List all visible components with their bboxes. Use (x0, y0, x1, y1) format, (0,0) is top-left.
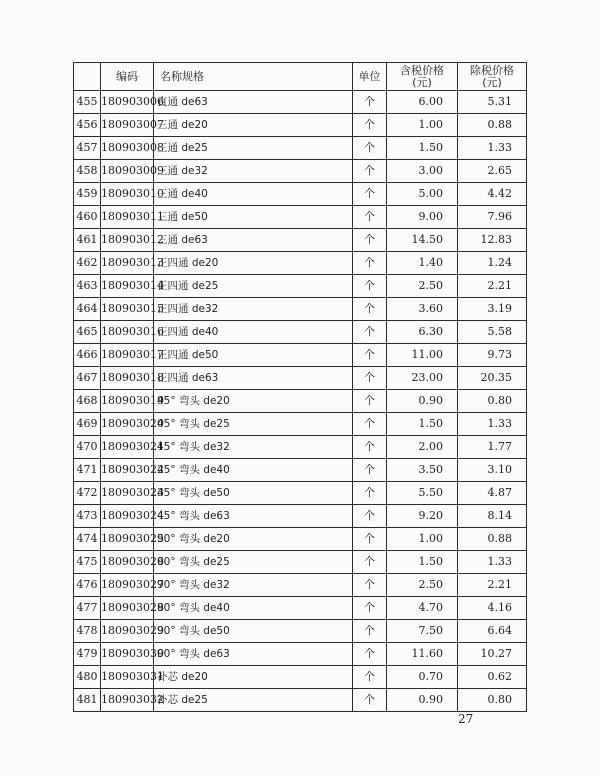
header-tax-included-line1: 含税价格 (400, 63, 444, 77)
cell-price-tax-excluded: 4.42 (458, 183, 527, 206)
cell-index: 477 (74, 597, 101, 620)
cell-index: 468 (74, 390, 101, 413)
cell-code: 180903023 (101, 482, 154, 505)
table-row (74, 620, 527, 643)
cell-unit: 个 (353, 436, 387, 459)
cell-index: 481 (74, 689, 101, 712)
cell-price-tax-included: 1.00 (387, 114, 458, 137)
cell-price-tax-included: 2.50 (387, 275, 458, 298)
cell-unit: 个 (353, 206, 387, 229)
table-row (74, 413, 527, 436)
cell-index: 464 (74, 298, 101, 321)
cell-code: 180903014 (101, 275, 154, 298)
cell-code: 180903012 (101, 229, 154, 252)
table-row (74, 183, 527, 206)
header-index (74, 63, 101, 91)
cell-price-tax-included: 0.70 (387, 666, 458, 689)
table-row (74, 275, 527, 298)
cell-code: 180903026 (101, 551, 154, 574)
table-row (74, 229, 527, 252)
cell-price-tax-excluded: 0.62 (458, 666, 527, 689)
cell-unit: 个 (353, 482, 387, 505)
cell-price-tax-included: 5.00 (387, 183, 458, 206)
cell-name: 90° 弯头 de63 (154, 643, 353, 666)
table-row (74, 206, 527, 229)
cell-index: 476 (74, 574, 101, 597)
cell-unit: 个 (353, 321, 387, 344)
cell-price-tax-excluded: 0.80 (458, 689, 527, 712)
cell-unit: 个 (353, 137, 387, 160)
cell-price-tax-excluded: 0.88 (458, 114, 527, 137)
cell-index: 457 (74, 137, 101, 160)
cell-price-tax-included: 1.50 (387, 551, 458, 574)
cell-index: 471 (74, 459, 101, 482)
table-body (74, 91, 527, 712)
header-tax-excluded (458, 63, 527, 91)
cell-name: 三通 de40 (154, 183, 353, 206)
cell-unit: 个 (353, 229, 387, 252)
cell-name: 正四通 de32 (154, 298, 353, 321)
cell-unit: 个 (353, 91, 387, 114)
cell-code: 180903017 (101, 344, 154, 367)
cell-code: 180903008 (101, 137, 154, 160)
cell-index: 465 (74, 321, 101, 344)
cell-price-tax-included: 3.60 (387, 298, 458, 321)
table-row (74, 137, 527, 160)
table-row (74, 505, 527, 528)
cell-price-tax-excluded: 0.80 (458, 390, 527, 413)
cell-name: 45° 弯头 de32 (154, 436, 353, 459)
cell-code: 180903024 (101, 505, 154, 528)
cell-price-tax-excluded: 7.96 (458, 206, 527, 229)
cell-price-tax-excluded: 3.19 (458, 298, 527, 321)
table-row (74, 344, 527, 367)
cell-unit: 个 (353, 528, 387, 551)
cell-unit: 个 (353, 666, 387, 689)
cell-unit: 个 (353, 114, 387, 137)
cell-code: 180903013 (101, 252, 154, 275)
cell-name: 直通 de63 (154, 91, 353, 114)
table-row (74, 551, 527, 574)
cell-code: 180903028 (101, 597, 154, 620)
cell-index: 479 (74, 643, 101, 666)
cell-name: 45° 弯头 de40 (154, 459, 353, 482)
cell-unit: 个 (353, 643, 387, 666)
cell-index: 456 (74, 114, 101, 137)
cell-unit: 个 (353, 344, 387, 367)
table-row (74, 528, 527, 551)
cell-name: 正四通 de40 (154, 321, 353, 344)
cell-name: 90° 弯头 de40 (154, 597, 353, 620)
cell-name: 45° 弯头 de63 (154, 505, 353, 528)
header-name: 名称规格 (154, 63, 353, 91)
cell-price-tax-excluded: 6.64 (458, 620, 527, 643)
cell-unit: 个 (353, 551, 387, 574)
cell-code: 180903018 (101, 367, 154, 390)
cell-code: 180903027 (101, 574, 154, 597)
cell-price-tax-included: 5.50 (387, 482, 458, 505)
cell-price-tax-included: 3.50 (387, 459, 458, 482)
header-unit: 单位 (353, 63, 387, 91)
cell-price-tax-excluded: 10.27 (458, 643, 527, 666)
cell-index: 478 (74, 620, 101, 643)
cell-code: 180903029 (101, 620, 154, 643)
cell-price-tax-included: 3.00 (387, 160, 458, 183)
table-row (74, 114, 527, 137)
cell-code: 180903007 (101, 114, 154, 137)
cell-name: 90° 弯头 de50 (154, 620, 353, 643)
cell-name: 45° 弯头 de20 (154, 390, 353, 413)
cell-price-tax-excluded: 5.31 (458, 91, 527, 114)
cell-price-tax-included: 6.30 (387, 321, 458, 344)
cell-index: 470 (74, 436, 101, 459)
cell-name: 90° 弯头 de32 (154, 574, 353, 597)
cell-name: 三通 de50 (154, 206, 353, 229)
cell-index: 472 (74, 482, 101, 505)
cell-price-tax-included: 7.50 (387, 620, 458, 643)
header-code: 编码 (101, 63, 154, 91)
cell-index: 463 (74, 275, 101, 298)
cell-index: 458 (74, 160, 101, 183)
cell-code: 180903009 (101, 160, 154, 183)
header-tax-included (387, 63, 458, 91)
table-row (74, 482, 527, 505)
cell-code: 180903019 (101, 390, 154, 413)
cell-price-tax-excluded: 1.24 (458, 252, 527, 275)
cell-unit: 个 (353, 275, 387, 298)
cell-name: 90° 弯头 de20 (154, 528, 353, 551)
cell-unit: 个 (353, 390, 387, 413)
cell-price-tax-excluded: 1.33 (458, 413, 527, 436)
cell-unit: 个 (353, 298, 387, 321)
cell-unit: 个 (353, 367, 387, 390)
cell-index: 473 (74, 505, 101, 528)
table-row (74, 321, 527, 344)
cell-name: 三通 de25 (154, 137, 353, 160)
cell-name: 三通 de32 (154, 160, 353, 183)
cell-price-tax-included: 0.90 (387, 390, 458, 413)
header-tax-included-line2: (元) (412, 75, 432, 89)
cell-price-tax-included: 14.50 (387, 229, 458, 252)
cell-price-tax-excluded: 8.14 (458, 505, 527, 528)
cell-name: 45° 弯头 de25 (154, 413, 353, 436)
table-row (74, 574, 527, 597)
cell-unit: 个 (353, 413, 387, 436)
table-row (74, 367, 527, 390)
cell-code: 180903011 (101, 206, 154, 229)
cell-code: 180903021 (101, 436, 154, 459)
cell-unit: 个 (353, 183, 387, 206)
table-header (74, 63, 527, 91)
cell-name: 正四通 de63 (154, 367, 353, 390)
cell-price-tax-excluded: 5.58 (458, 321, 527, 344)
cell-code: 180903031 (101, 666, 154, 689)
cell-index: 480 (74, 666, 101, 689)
cell-name: 正四通 de20 (154, 252, 353, 275)
cell-name: 45° 弯头 de50 (154, 482, 353, 505)
table-row (74, 689, 527, 712)
cell-name: 三通 de20 (154, 114, 353, 137)
cell-index: 467 (74, 367, 101, 390)
table-row (74, 597, 527, 620)
cell-price-tax-excluded: 2.21 (458, 574, 527, 597)
cell-unit: 个 (353, 574, 387, 597)
cell-unit: 个 (353, 505, 387, 528)
cell-price-tax-included: 11.60 (387, 643, 458, 666)
cell-code: 180903032 (101, 689, 154, 712)
cell-price-tax-included: 23.00 (387, 367, 458, 390)
table-row (74, 390, 527, 413)
cell-index: 466 (74, 344, 101, 367)
cell-price-tax-included: 6.00 (387, 91, 458, 114)
cell-price-tax-included: 1.40 (387, 252, 458, 275)
cell-price-tax-excluded: 1.77 (458, 436, 527, 459)
cell-price-tax-included: 9.00 (387, 206, 458, 229)
cell-index: 474 (74, 528, 101, 551)
cell-index: 461 (74, 229, 101, 252)
cell-name: 正四通 de50 (154, 344, 353, 367)
cell-code: 180903020 (101, 413, 154, 436)
cell-price-tax-excluded: 0.88 (458, 528, 527, 551)
cell-name: 90° 弯头 de25 (154, 551, 353, 574)
table-row (74, 666, 527, 689)
cell-price-tax-included: 11.00 (387, 344, 458, 367)
table-row (74, 298, 527, 321)
cell-price-tax-included: 0.90 (387, 689, 458, 712)
cell-code: 180903030 (101, 643, 154, 666)
cell-price-tax-included: 1.50 (387, 137, 458, 160)
cell-code: 180903015 (101, 298, 154, 321)
cell-price-tax-included: 1.50 (387, 413, 458, 436)
cell-price-tax-included: 2.50 (387, 574, 458, 597)
cell-price-tax-excluded: 4.16 (458, 597, 527, 620)
table-row (74, 459, 527, 482)
cell-index: 459 (74, 183, 101, 206)
cell-index: 462 (74, 252, 101, 275)
cell-unit: 个 (353, 459, 387, 482)
cell-name: 正四通 de25 (154, 275, 353, 298)
cell-price-tax-included: 9.20 (387, 505, 458, 528)
price-table (73, 62, 527, 712)
table-row (74, 91, 527, 114)
cell-unit: 个 (353, 252, 387, 275)
cell-price-tax-included: 4.70 (387, 597, 458, 620)
cell-code: 180903006 (101, 91, 154, 114)
cell-price-tax-excluded: 9.73 (458, 344, 527, 367)
cell-price-tax-excluded: 2.65 (458, 160, 527, 183)
header-tax-excluded-line2: (元) (482, 75, 502, 89)
cell-code: 180903016 (101, 321, 154, 344)
cell-price-tax-excluded: 3.10 (458, 459, 527, 482)
table-row (74, 436, 527, 459)
cell-code: 180903025 (101, 528, 154, 551)
cell-price-tax-included: 1.00 (387, 528, 458, 551)
cell-code: 180903022 (101, 459, 154, 482)
cell-code: 180903010 (101, 183, 154, 206)
cell-price-tax-excluded: 1.33 (458, 137, 527, 160)
cell-price-tax-excluded: 4.87 (458, 482, 527, 505)
cell-price-tax-included: 2.00 (387, 436, 458, 459)
cell-price-tax-excluded: 20.35 (458, 367, 527, 390)
cell-unit: 个 (353, 160, 387, 183)
cell-index: 455 (74, 91, 101, 114)
cell-unit: 个 (353, 689, 387, 712)
cell-unit: 个 (353, 620, 387, 643)
table-row (74, 252, 527, 275)
page-number: 27 (458, 712, 474, 726)
cell-index: 469 (74, 413, 101, 436)
cell-price-tax-excluded: 1.33 (458, 551, 527, 574)
table-row (74, 160, 527, 183)
table-row (74, 643, 527, 666)
cell-index: 460 (74, 206, 101, 229)
header-tax-excluded-line1: 除税价格 (470, 63, 514, 77)
cell-unit: 个 (353, 597, 387, 620)
cell-price-tax-excluded: 2.21 (458, 275, 527, 298)
cell-price-tax-excluded: 12.83 (458, 229, 527, 252)
cell-name: 三通 de63 (154, 229, 353, 252)
cell-name: 补芯 de20 (154, 666, 353, 689)
cell-name: 补芯 de25 (154, 689, 353, 712)
cell-index: 475 (74, 551, 101, 574)
header-row (74, 63, 527, 91)
